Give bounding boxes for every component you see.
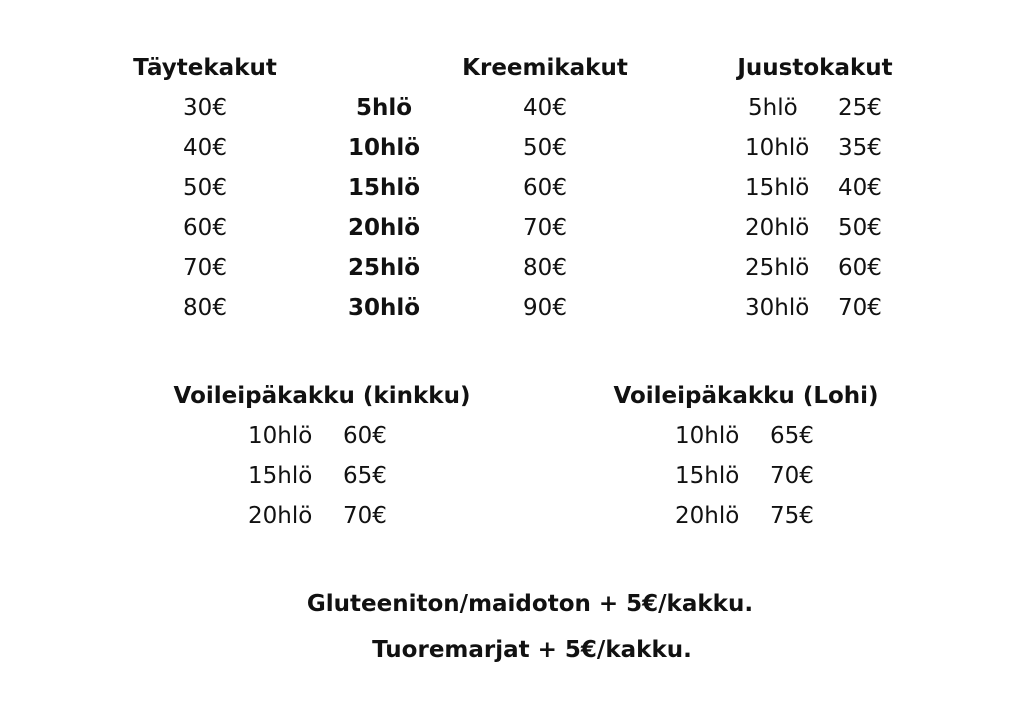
size-cell: 10hlö (675, 423, 740, 449)
voileipa-kinkku-sizes (248, 416, 312, 536)
kreemikakut-title: Kreemikakut (462, 55, 628, 81)
taytekakut-title: Täytekakut (133, 55, 277, 81)
juustokakut-prices (838, 88, 882, 328)
voileipa-lohi-prices (770, 416, 814, 536)
price-cell: 30€ (183, 95, 227, 121)
price-cell: 60€ (838, 255, 882, 281)
size-cell: 30hlö (347, 295, 421, 321)
voileipa-kinkku-prices (343, 416, 387, 536)
price-cell: 60€ (523, 175, 567, 201)
price-cell: 60€ (183, 215, 227, 241)
voileipa-kinkku-title: Voileipäkakku (kinkku) (173, 383, 471, 409)
price-cell: 90€ (523, 295, 567, 321)
size-cell: 30hlö (745, 295, 810, 321)
price-cell: 70€ (343, 503, 387, 529)
price-cell: 60€ (343, 423, 387, 449)
price-cell: 70€ (523, 215, 567, 241)
voileipa-lohi-sizes (675, 416, 739, 536)
price-cell: 65€ (770, 423, 814, 449)
size-cell: 25hlö (745, 255, 810, 281)
price-cell: 65€ (343, 463, 387, 489)
price-cell: 75€ (770, 503, 814, 529)
sizes-column (348, 88, 420, 328)
size-cell: 15hlö (248, 463, 313, 489)
size-cell: 15hlö (745, 175, 810, 201)
size-cell: 20hlö (745, 215, 810, 241)
size-cell: 15hlö (675, 463, 740, 489)
size-cell: 10hlö (347, 135, 421, 161)
price-cell: 70€ (183, 255, 227, 281)
size-cell: 20hlö (347, 215, 421, 241)
juustokakut-sizes (745, 88, 809, 328)
taytekakut-prices (183, 88, 227, 328)
juustokakut-title: Juustokakut (737, 55, 893, 81)
price-cell: 40€ (523, 95, 567, 121)
price-cell: 80€ (523, 255, 567, 281)
price-cell: 40€ (183, 135, 227, 161)
price-cell: 80€ (183, 295, 227, 321)
size-cell: 25hlö (347, 255, 421, 281)
price-cell: 50€ (183, 175, 227, 201)
size-cell: 10hlö (745, 135, 810, 161)
size-cell: 5hlö (355, 95, 413, 121)
size-cell: 10hlö (248, 423, 313, 449)
price-cell: 70€ (770, 463, 814, 489)
size-cell: 15hlö (347, 175, 421, 201)
price-cell: 35€ (838, 135, 882, 161)
size-cell: 20hlö (675, 503, 740, 529)
price-cell: 25€ (838, 95, 882, 121)
voileipa-lohi-title: Voileipäkakku (Lohi) (613, 383, 879, 409)
size-cell: 20hlö (248, 503, 313, 529)
kreemikakut-prices (523, 88, 567, 328)
gluten-free-note: Gluteeniton/maidoton + 5€/kakku. (306, 591, 754, 617)
price-cell: 70€ (838, 295, 882, 321)
price-cell: 50€ (838, 215, 882, 241)
size-cell: 5hlö (748, 95, 798, 121)
fresh-berries-note: Tuoremarjat + 5€/kakku. (372, 637, 692, 663)
price-cell: 40€ (838, 175, 882, 201)
price-cell: 50€ (523, 135, 567, 161)
